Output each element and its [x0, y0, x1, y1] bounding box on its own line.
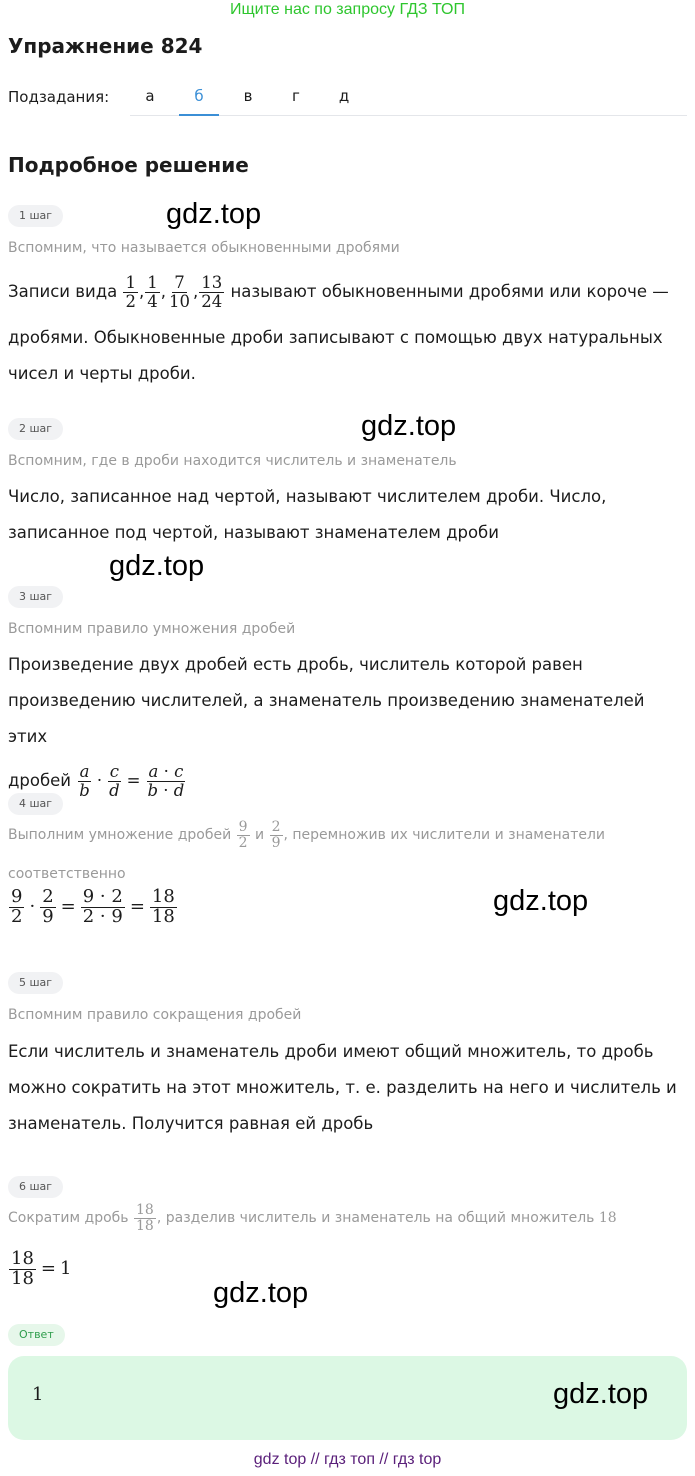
step-6-badge: 6 шаг — [8, 1176, 63, 1198]
answer-box — [8, 1356, 687, 1440]
formula-frac-ac-bd: $\frac{a \cdot c}{b \cdot d}$ — [147, 762, 185, 800]
step-4-badge: 4 шаг — [8, 793, 63, 815]
watermark: gdz.top — [361, 410, 457, 442]
hint-fraction-18-18: $\frac{18}{18}$ — [136, 1202, 154, 1234]
subtasks-bar — [8, 86, 687, 116]
hint-fraction-9-2: $\frac{9}{2}$ — [238, 819, 248, 851]
tab-g[interactable]: г — [292, 87, 300, 105]
step-3-badge: 3 шаг — [8, 586, 63, 608]
answer-badge: Ответ — [8, 1324, 65, 1346]
formula-frac-a-b: $\frac{a}{b}$ — [79, 762, 90, 800]
step-1-badge: 1 шаг — [8, 205, 63, 227]
step-4-formula: $\frac{9}{2}$ · $\frac{2}{9}$ = $\frac{9 \cdot 2}{2 \cdot 9}$ = $\frac{18}{18}$ — [11, 886, 175, 927]
section-title: Подробное решение — [8, 153, 249, 177]
step-5-line-1: Если числитель и знаменатель дроби имеют общий множитель, то дробь — [8, 1042, 654, 1061]
step-3-line-1: Произведение двух дробей есть дробь, числитель которой равен — [8, 655, 583, 674]
step-2-text — [8, 479, 688, 551]
fraction-1-4: $\frac{1}{4}$ — [147, 273, 158, 311]
hint-fraction-2-9: $\frac{2}{9}$ — [271, 819, 281, 851]
step-1-line-3: чисел и черты дроби. — [8, 364, 196, 383]
answer-value: 1 — [32, 1384, 44, 1405]
step-2-line-1: Число, записанное над чертой, называют числителем дроби. Число, — [8, 487, 607, 506]
step-5-hint: Вспомним правило сокращения дробей — [8, 1007, 302, 1023]
step-1-hint: Вспомним, что называется обыкновенными дробями — [8, 240, 400, 256]
tab-v[interactable]: в — [243, 87, 253, 105]
step-5-badge: 5 шаг — [8, 972, 63, 994]
step-3-hint: Вспомним правило умножения дробей — [8, 621, 296, 637]
step-4-hint: Выполним умножение дробей $\frac{9}{2}$ и $\frac{2}{9}$ , перемножив их числители и знаменатели — [8, 819, 606, 851]
tab-d[interactable]: д — [338, 87, 350, 105]
step-3-text: Произведение двух дробей есть дробь, числитель которой равен произведению числителей, а знаменатель произведению знаменателей этих дробей $\frac{a}{b}$ · $\frac{c}{d}$ = $\frac{a \cdot c}{b \cdot d}$ — [8, 647, 688, 807]
step-5-line-2: можно сократить на этот множитель, т. е. разделить на него и числитель и — [8, 1078, 677, 1097]
fraction-13-24: $\frac{13}{24}$ — [201, 273, 223, 311]
watermark: gdz.top — [213, 1277, 309, 1309]
step-2-line-2: записанное под чертой, называют знаменателем дроби — [8, 523, 499, 542]
step-1-text-rest: называют обыкновенными дробями или короче — — [230, 282, 669, 301]
step-3-line-2: произведению числителей, а знаменатель произведению знаменателей этих — [8, 691, 645, 746]
step-4-hint-line-2: соответственно — [8, 866, 126, 882]
tab-b[interactable]: б — [179, 86, 219, 116]
step-1-text-lead: Записи вида — [8, 282, 118, 301]
step-6-formula: $\frac{18}{18}$ = 1 — [11, 1248, 72, 1289]
watermark: gdz.top — [553, 1378, 649, 1410]
step-2-badge: 2 шаг — [8, 418, 63, 440]
fraction-1-2: $\frac{1}{2}$ — [125, 273, 136, 311]
step-2-hint: Вспомним, где в дроби находится числитель и знаменатель — [8, 453, 457, 469]
watermark: gdz.top — [493, 885, 589, 917]
fraction-7-10: $\frac{7}{10}$ — [168, 273, 190, 311]
formula-frac-c-d: $\frac{c}{d}$ — [109, 762, 120, 800]
footer-links[interactable]: gdz top // гдз топ // гдз top — [253, 1451, 442, 1468]
page-title: Упражнение 824 — [8, 34, 203, 58]
tab-a[interactable]: а — [145, 87, 155, 105]
step-3-line-3: дробей — [8, 771, 72, 790]
watermark: gdz.top — [109, 550, 205, 582]
watermark: gdz.top — [166, 198, 262, 230]
subtasks-label: Подзадания: — [8, 88, 110, 106]
step-1-text: Записи вида $\frac{1}{2}$ , $\frac{1}{4}$ , $\frac{7}{10}$ , $\frac{13}{24}$ называют обыкновенными дробями или короче — дробями. Обыкновенные дроби записывают с помощью двух натуральных чисел и черты дроби. — [8, 264, 688, 392]
step-5-line-3: знаменатель. Получится равная ей дробь — [8, 1114, 374, 1133]
step-6-hint: Сократим дробь $\frac{18}{18}$ , разделив числитель и знаменатель на общий множитель 18 — [8, 1202, 617, 1234]
step-1-line-2: дробями. Обыкновенные дроби записывают с помощью двух натуральных — [8, 328, 663, 347]
step-5-text — [8, 1034, 688, 1142]
search-banner[interactable]: Ищите нас по запросу ГДЗ ТОП — [230, 1, 465, 18]
